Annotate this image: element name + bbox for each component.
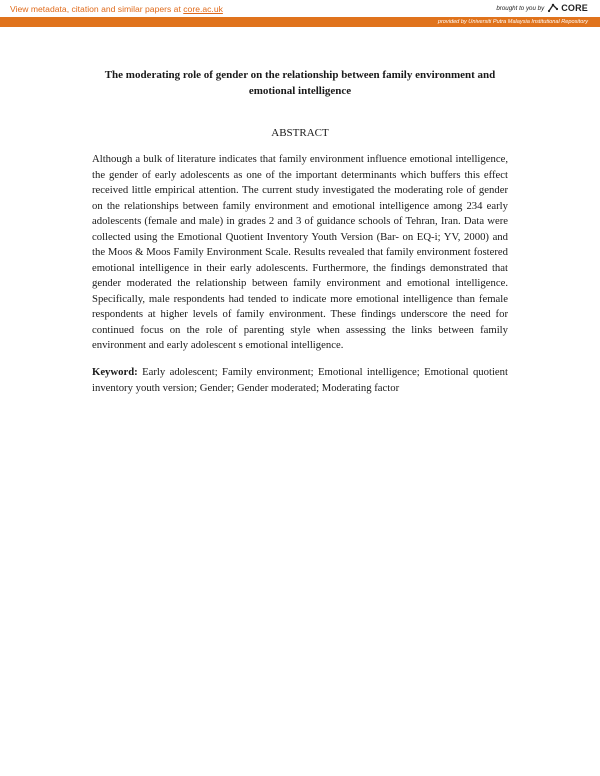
paper-title — [95, 67, 505, 99]
brought-to-you-by[interactable] — [496, 3, 588, 13]
paper-title-line-1: The moderating role of gender on the relationship between family environment and — [104, 69, 496, 81]
core-logo[interactable] — [547, 3, 588, 13]
core-logo-icon — [547, 3, 559, 13]
keywords-text: Early adolescent; Family environment; Emotional intelligence; Emotional quotient inventory youth version; Gender; Gender moderated; Moderating factor — [92, 366, 508, 394]
top-bar — [0, 0, 600, 18]
brought-to-you-by-text: brought to you by — [496, 4, 545, 12]
repository-banner — [0, 17, 600, 27]
keywords-label: Keyword: — [92, 366, 138, 378]
keywords — [92, 365, 508, 396]
abstract-heading: ABSTRACT — [271, 127, 329, 139]
abstract-body: Although a bulk of literature indicates that family environment influence emotional intelligence, the gender of early adolescents as one of the important determinants which buffers this effect received little empirical attention. The current study investigated the moderating role of gender on the relationships between family environment and emotional intelligence among 234 early adolescents (female and male) in grades 2 and 3 of guidance schools of Tehran, Iran. Data were collected using the Emotional Quotient Inventory Youth Version (Bar- on EQ-i; YV, 2000) and the Moos & Moos Family Environment Scale. Results revealed that family environment fostered emotional intelligence in their early adolescents. Furthermore, the findings demonstrated that gender moderated the relationship between family environment and emotional intelligence. Specifically, male respondents had tended to indicate more emotional intelligence than female respondents at higher levels of family environment. These findings underscore the need for continued focus on the role of parenting style when assessing the links between family environment and early adolescent s emotional intelligence. — [92, 153, 508, 351]
provided-by-text[interactable]: provided by Universiti Putra Malaysia Institutional Repository — [437, 19, 588, 25]
view-metadata-text: View metadata, citation and similar papers at — [10, 4, 184, 14]
paper-title-line-2: emotional intelligence — [248, 85, 352, 97]
core-ac-uk-link[interactable]: core.ac.uk — [183, 4, 223, 14]
view-metadata-link[interactable] — [10, 4, 223, 14]
core-logo-text: CORE — [561, 3, 588, 13]
